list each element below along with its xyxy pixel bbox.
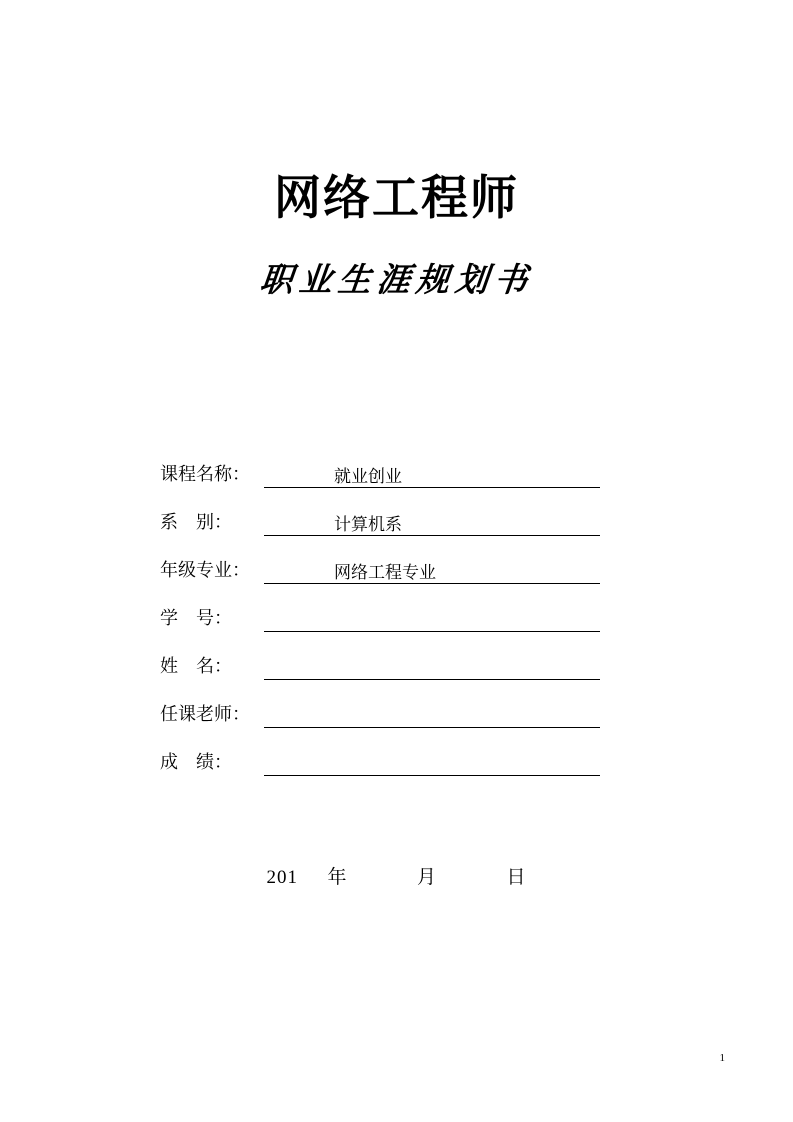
date-year-label: 年 — [327, 867, 348, 888]
field-row-department — [160, 488, 600, 536]
field-underline[interactable] — [264, 505, 600, 536]
date-line — [0, 862, 793, 889]
field-value: 网络工程专业 — [334, 563, 436, 582]
field-label: 姓 名： — [160, 656, 232, 676]
cover-field-list — [160, 440, 600, 776]
field-row-student-id — [160, 584, 600, 632]
field-row-name — [160, 632, 600, 680]
field-underline[interactable] — [264, 553, 600, 584]
field-underline[interactable] — [264, 457, 600, 488]
field-row-teacher — [160, 680, 600, 728]
field-label: 系 别： — [160, 512, 232, 532]
field-row-grade-major — [160, 536, 600, 584]
field-underline[interactable] — [264, 697, 600, 728]
field-value: 就业创业 — [334, 467, 402, 486]
field-underline[interactable] — [264, 745, 600, 776]
date-year-prefix: 201 — [266, 867, 298, 888]
field-label: 学 号： — [160, 608, 232, 628]
field-row-score — [160, 728, 600, 776]
field-underline[interactable] — [264, 601, 600, 632]
field-value: 计算机系 — [334, 515, 402, 534]
field-underline[interactable] — [264, 649, 600, 680]
field-label: 任课老师： — [160, 704, 250, 724]
page-title: 网络工程师 — [274, 173, 519, 225]
field-label: 成 绩： — [160, 752, 232, 772]
field-row-course-name — [160, 440, 600, 488]
field-label: 年级专业： — [160, 560, 250, 580]
field-label: 课程名称： — [160, 464, 250, 484]
page-number: 1 — [719, 1052, 725, 1064]
page-subtitle: 职业生涯规划书 — [258, 263, 535, 299]
date-day-label: 日 — [506, 867, 527, 888]
date-month-label: 月 — [416, 867, 437, 888]
